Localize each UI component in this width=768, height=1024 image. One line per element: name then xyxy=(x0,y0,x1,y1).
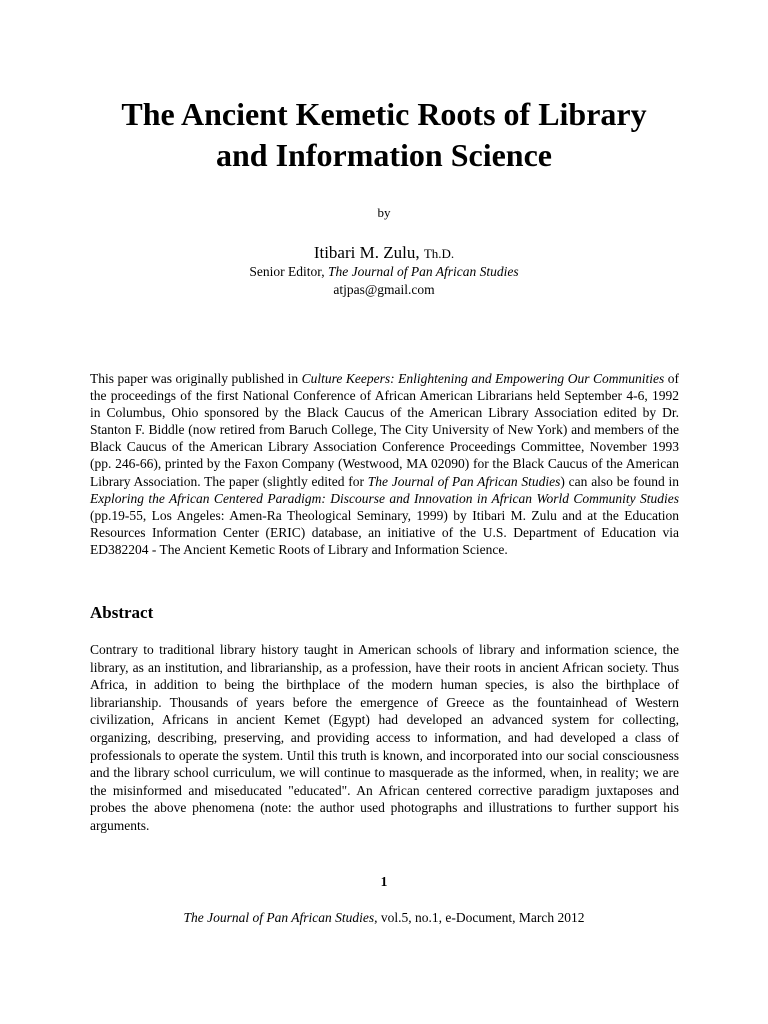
author-email: atjpas@gmail.com xyxy=(333,282,435,297)
byline: by xyxy=(377,205,391,220)
publication-note xyxy=(90,370,679,558)
paper-title xyxy=(80,94,688,176)
affiliation-journal: The Journal of Pan African Studies xyxy=(327,264,519,279)
footer-details: , vol.5, no.1, e-Document, March 2012 xyxy=(374,910,585,925)
note-italic-1: Culture Keepers: Enlightening and Empowering Our Communities xyxy=(301,371,665,386)
author-degree: Th.D. xyxy=(423,246,455,261)
note-part-2: of the proceedings of the first National Conference of African American Librarians held September 4-6, 1992 in Columbus, Ohio sponsored by the Black Caucus of the American Library Association edited by Dr. Stanton F. Biddle (now retired from Baruch College, The City University of New York) and members of the Black Caucus of the American Library Association Conference Proceedings Committee, November 1993 (pp. 246-66), printed by the Faxon Company (Westwood, MA 02090) for the Black Caucus of the American Library Association. The paper (slightly edited for xyxy=(90,371,680,489)
author xyxy=(0,243,768,264)
title-line-1: The Ancient Kemetic Roots of Library xyxy=(121,96,647,132)
author-affiliation xyxy=(0,263,768,280)
author-name: Itibari M. Zulu, xyxy=(313,243,420,262)
note-part-3: ) can also be found in xyxy=(560,473,680,489)
note-italic-3: Exploring the African Centered Paradigm: Discourse and Innovation in African World Community Studies xyxy=(90,490,679,506)
affiliation-prefix: Senior Editor, xyxy=(249,264,325,279)
abstract-heading: Abstract xyxy=(90,603,154,622)
abstract-text: Contrary to traditional library history taught in American schools of library and information science, the library, as an institution, and librarianship, as a profession, have their roots in ancient African society. Thus Africa, in addition to being the birthplace of the modern human species, is also the birthplace of librarianship. Thousands of years before the emergence of Greece as the fountainhead of Western civilization, Africans in ancient Kemet (Egypt) had developed an advanced system for collecting, organizing, describing, preserving, and providing access to information, and had developed a class of professionals to operate the system. Until this truth is known, and incorporated into our social consciousness and the library school curriculum, we will continue to masquerade as the informed, when, in reality; we are the misinformed and miseducated "educated". An African centered corrective paradigm juxtaposes and probes the above phenomena (note: the author used photographs and illustrations to further support his arguments. xyxy=(90,642,679,833)
footer-journal: The Journal of Pan African Studies xyxy=(183,910,375,925)
note-part-4: (pp.19-55, Los Angeles: Amen-Ra Theological Seminary, 1999) by Itibari M. Zulu and at the Education Resources Information Center (ERIC) database, an initiative of the U.S. Department of Education via ED382204 - The Ancient Kemetic Roots of Library and Information Science. xyxy=(90,507,679,557)
page-footer xyxy=(0,909,768,926)
title-line-2: and Information Science xyxy=(216,137,552,173)
page-number: 1 xyxy=(380,874,388,889)
note-part-1: This paper was originally published in xyxy=(90,371,299,386)
note-italic-2: The Journal of Pan African Studies xyxy=(367,473,561,489)
